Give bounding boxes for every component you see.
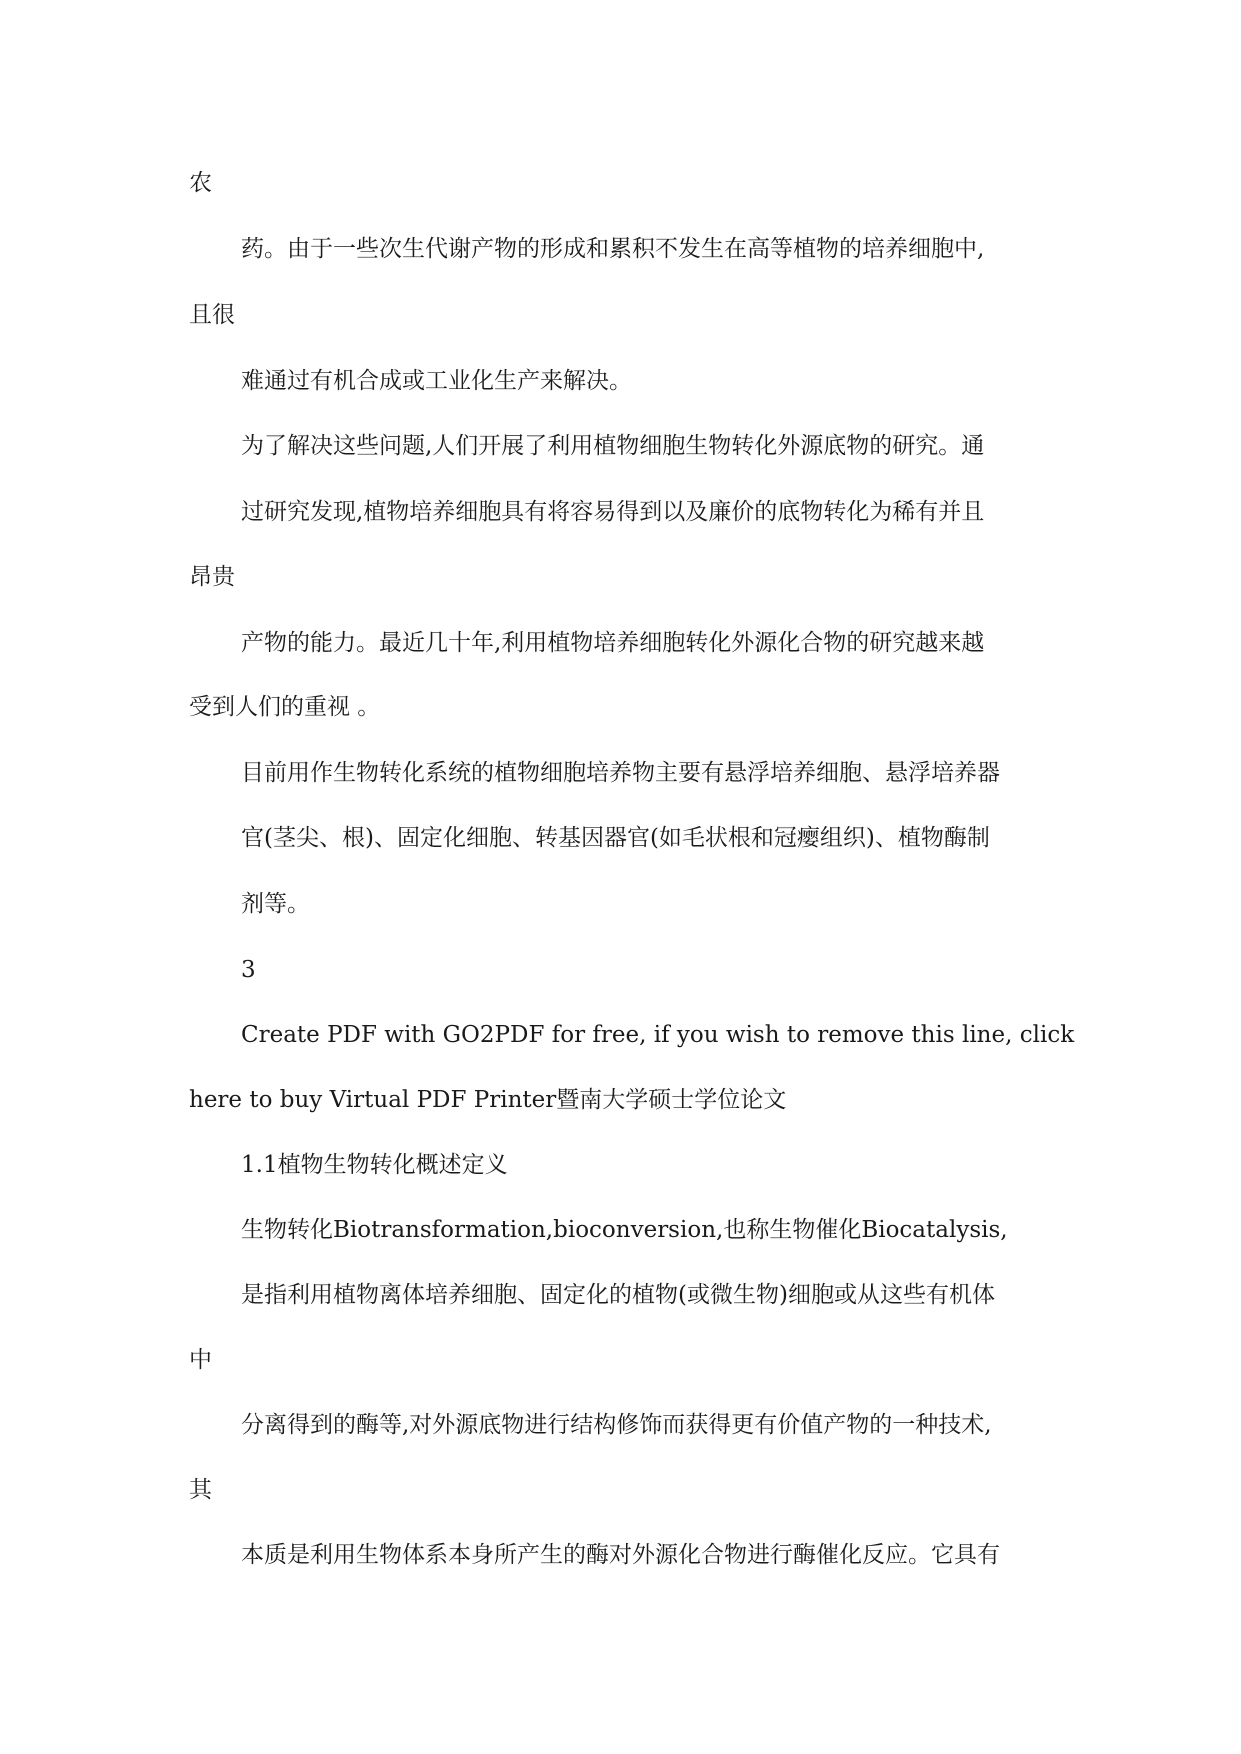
text-line: 是指利用植物离体培养细胞、固定化的植物(或微生物)细胞或从这些有机体 <box>241 1282 995 1308</box>
text-line: 难通过有机合成或工业化生产来解决。 <box>241 368 632 394</box>
watermark-text: Create PDF with GO2PDF for free, if you wish to remove this line, click <box>241 1022 1075 1048</box>
text-line: 其 <box>189 1477 212 1503</box>
text-line: 为了解决这些问题,人们开展了利用植物细胞生物转化外源底物的研究。通 <box>241 433 985 459</box>
watermark-text: here to buy Virtual PDF Printer暨南大学硕士学位论文 <box>189 1087 787 1113</box>
text-line: 分离得到的酶等,对外源底物进行结构修饰而获得更有价值产物的一种技术, <box>241 1412 992 1438</box>
text-line: 中 <box>189 1347 212 1373</box>
text-line: 剂等。 <box>241 891 310 917</box>
text-line: 药。由于一些次生代谢产物的形成和累积不发生在高等植物的培养细胞中, <box>241 236 985 262</box>
text-line: 昂贵 <box>189 564 235 590</box>
page-number: 3 <box>241 957 256 983</box>
text-line: 目前用作生物转化系统的植物细胞培养物主要有悬浮培养细胞、悬浮培养器 <box>241 760 1000 786</box>
text-line: 且很 <box>189 302 235 328</box>
text-line: 过研究发现,植物培养细胞具有将容易得到以及廉价的底物转化为稀有并且 <box>241 499 985 525</box>
text-line: 官(茎尖、根)、固定化细胞、转基因器官(如毛状根和冠瘿组织)、植物酶制 <box>241 825 990 851</box>
text-line: 生物转化Biotransformation,bioconversion,也称生物催化Biocatalysis, <box>241 1217 1008 1243</box>
section-heading: 1.1植物生物转化概述定义 <box>241 1152 508 1178</box>
text-line: 本质是利用生物体系本身所产生的酶对外源化合物进行酶催化反应。它具有 <box>241 1542 1000 1568</box>
text-line: 受到人们的重视 。 <box>189 694 381 720</box>
text-line: 产物的能力。最近几十年,利用植物培养细胞转化外源化合物的研究越来越 <box>241 630 985 656</box>
text-line: 农 <box>189 170 212 196</box>
